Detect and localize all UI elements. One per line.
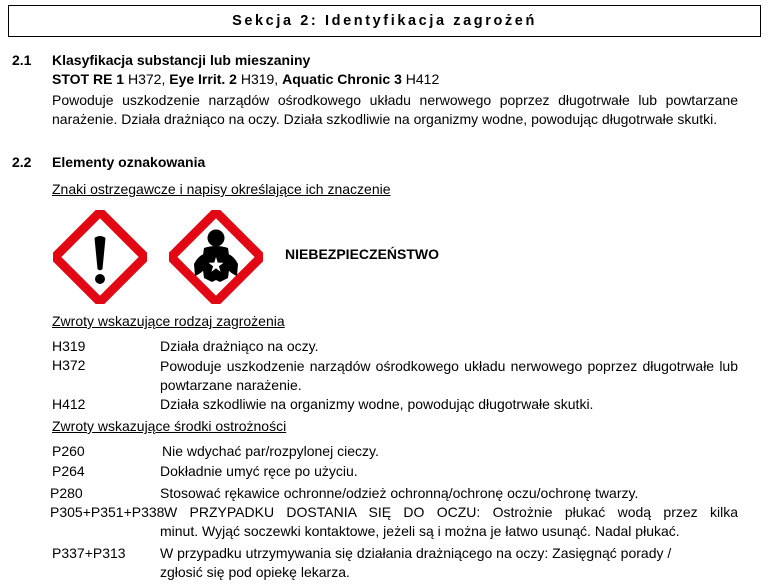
exclamation-mark-icon — [53, 210, 147, 304]
section-2-1-number: 2.1 — [12, 52, 32, 68]
classification-aquatic-code: H412 — [401, 71, 440, 87]
classification-description: Powoduje uszkodzenie narządów ośrodkowego układu nerwowego poprzez długotrwałe lub powtarzane narażenie. Działa drażniąco na oczy. Działa szkodliwie na organizmy wodne, powodując długotrwałe skutki. — [52, 92, 738, 128]
hazard-text: Działa drażniąco na oczy. — [160, 338, 319, 354]
precaution-code: P260 — [52, 443, 85, 459]
classification-stot-code: H372, — [124, 71, 170, 87]
section-2-2-title: Elementy oznakowania — [52, 154, 206, 170]
precaution-text: W przypadku utrzymywania się działania drażniącego na oczy: Zasięgnąć porady / — [160, 545, 672, 561]
section-header — [8, 5, 761, 37]
precaution-code: P280 — [50, 485, 83, 501]
classification-stot: STOT RE 1 — [52, 71, 125, 87]
classification-line — [52, 71, 439, 87]
precaution-text-continued: zgłosić się pod opiekę lekarza. — [160, 564, 350, 580]
precaution-code: P337+P313 — [52, 545, 126, 561]
signal-word: NIEBEZPIECZEŃSTWO — [285, 246, 440, 262]
health-hazard-icon — [169, 210, 263, 304]
hazard-code: H372 — [52, 357, 86, 373]
hazard-code: H319 — [52, 338, 86, 354]
hazard-statements-heading: Zwroty wskazujące rodzaj zagrożenia — [52, 313, 285, 329]
precaution-text-continued: minut. Wyjąć soczewki kontaktowe, jeżeli są i można je łatwo usunąć. Nadal płukać. — [160, 523, 680, 539]
precautionary-statements-heading: Zwroty wskazujące środki ostrożności — [52, 418, 287, 434]
classification-aquatic: Aquatic Chronic 3 — [282, 71, 402, 87]
classification-eye-code: H319, — [236, 71, 283, 87]
hazard-code: H412 — [52, 396, 86, 412]
precaution-code: P305+P351+P338 — [50, 504, 165, 520]
section-2-1-title: Klasyfikacja substancji lub mieszaniny — [52, 52, 311, 68]
precaution-text: Dokładnie umyć ręce po użyciu. — [160, 463, 358, 479]
hazard-text: Działa szkodliwie na organizmy wodne, powodując długotrwałe skutki. — [160, 396, 594, 412]
pictograms-heading: Znaki ostrzegawcze i napisy określające ich znaczenie — [52, 181, 391, 197]
section-header-title: Sekcja 2: Identyfikacja zagrożeń — [232, 13, 537, 29]
classification-eye: Eye Irrit. 2 — [169, 71, 237, 87]
precaution-code: P264 — [52, 463, 85, 479]
precaution-text: Nie wdychać par/rozpylonej cieczy. — [162, 443, 379, 459]
section-2-2-number: 2.2 — [12, 154, 32, 170]
precaution-text: Stosować rękawice ochronne/odzież ochronną/ochronę oczu/ochronę twarzy. — [160, 485, 639, 501]
hazard-text: Powoduje uszkodzenie narządów ośrodkowego układu nerwowego poprzez długotrwałe lub powtarzane narażenie. — [160, 358, 738, 393]
precaution-text: W PRZYPADKU DOSTANIA SIĘ DO OCZU: Ostrożnie płukać wodą przez kilka — [164, 504, 738, 520]
